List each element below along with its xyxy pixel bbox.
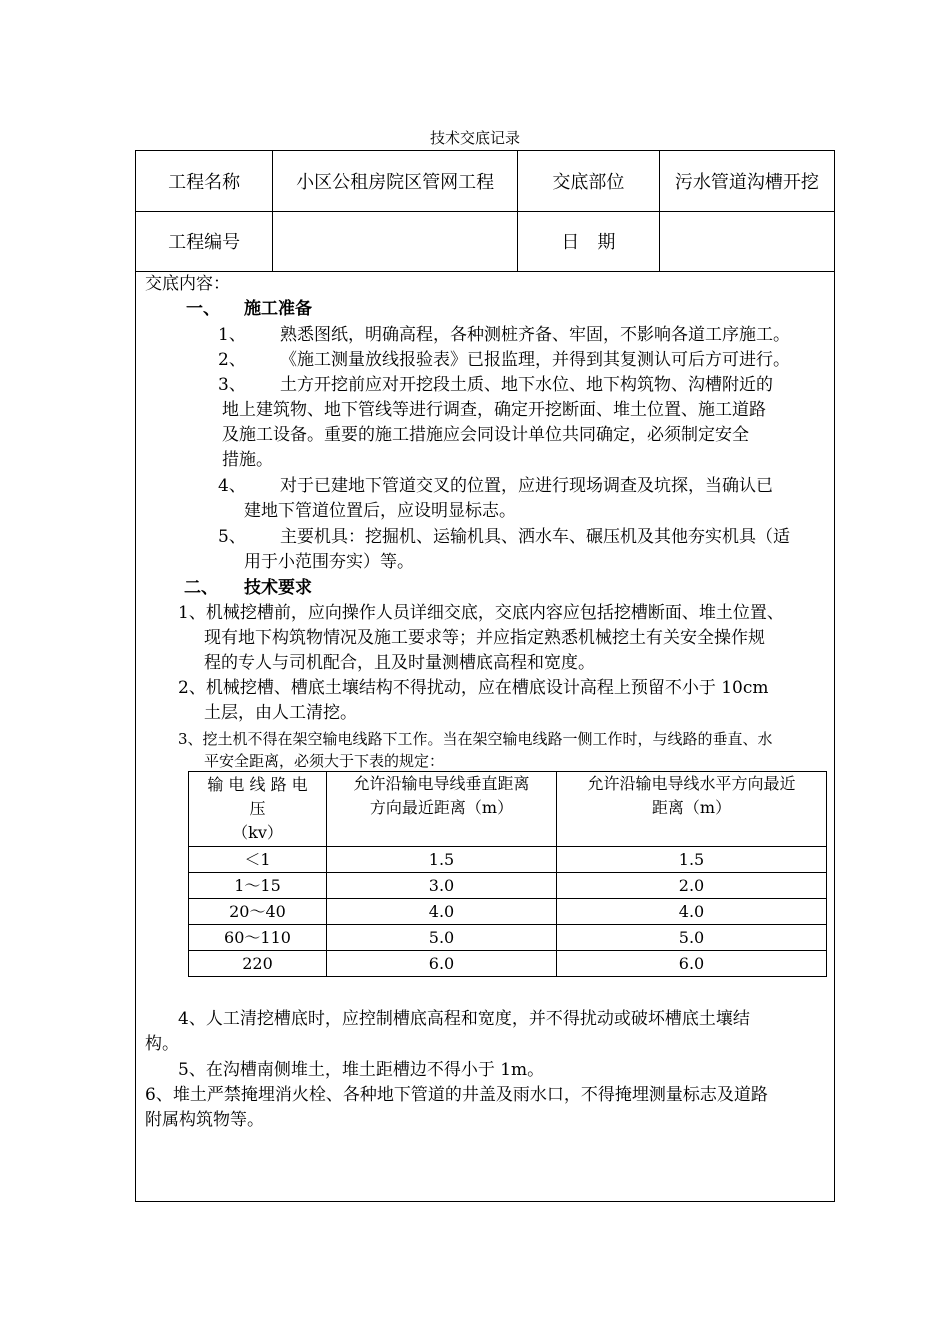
voltage-cell: ＜1 bbox=[189, 847, 327, 873]
voltage-cell: 20～40 bbox=[189, 899, 327, 925]
req1-text: 程的专人与司机配合，且及时量测槽底高程和宽度。 bbox=[204, 653, 595, 673]
req3-text: 3、挖土机不得在架空输电线路下工作。当在架空输电线路一侧工作时，与线路的垂直、水 bbox=[178, 730, 773, 748]
item1-text: 熟悉图纸，明确高程，各种测桩齐备、牢固，不影响各道工序施工。 bbox=[280, 325, 790, 345]
req1-text: 现有地下构筑物情况及施工要求等；并应指定熟悉机械挖土有关安全操作规 bbox=[204, 628, 765, 648]
section2-title: 技术要求 bbox=[244, 578, 312, 598]
part-value: 污水管道沟槽开挖 bbox=[659, 151, 834, 211]
table-row bbox=[189, 925, 827, 951]
header-table bbox=[136, 151, 834, 272]
project-no-value bbox=[273, 211, 518, 271]
header-line: 距离（m） bbox=[651, 798, 732, 817]
document-title: 技术交底记录 bbox=[429, 129, 520, 147]
table-row bbox=[189, 951, 827, 977]
item3-text: 地上建筑物、地下管线等进行调查，确定开挖断面、堆土位置、施工道路 bbox=[222, 400, 766, 420]
section1-num: 一、 bbox=[186, 299, 220, 319]
item3-text: 土方开挖前应对开挖段土质、地下水位、地下构筑物、沟槽附近的 bbox=[280, 375, 773, 395]
project-name-label: 工程名称 bbox=[136, 151, 273, 211]
col-header-horizontal bbox=[557, 772, 827, 847]
date-label: 日 期 bbox=[517, 211, 659, 271]
req5-text: 5、在沟槽南侧堆土，堆土距槽边不得小于 1m。 bbox=[178, 1060, 545, 1080]
item5-num: 5、 bbox=[218, 527, 246, 547]
voltage-cell: 1～15 bbox=[189, 873, 327, 899]
item3-num: 3、 bbox=[218, 375, 246, 395]
safety-distance-table bbox=[188, 771, 827, 977]
horizontal-cell: 2.0 bbox=[557, 873, 827, 899]
vertical-cell: 3.0 bbox=[327, 873, 557, 899]
horizontal-cell: 5.0 bbox=[557, 925, 827, 951]
section1-title: 施工准备 bbox=[244, 299, 312, 319]
req2-text: 2、机械挖槽、槽底土壤结构不得扰动，应在槽底设计高程上预留不小于 10cm bbox=[178, 678, 769, 698]
item4-num: 4、 bbox=[218, 476, 246, 496]
req6-text: 附属构筑物等。 bbox=[145, 1110, 264, 1130]
horizontal-cell: 1.5 bbox=[557, 847, 827, 873]
item2-num: 2、 bbox=[218, 350, 246, 370]
header-line: 输 电 线 路 电 bbox=[207, 775, 308, 794]
voltage-cell: 220 bbox=[189, 951, 327, 977]
header-line: 允许沿输电导线垂直距离 bbox=[353, 774, 530, 793]
req6-text: 6、堆土严禁掩埋消火栓、各种地下管道的井盖及雨水口，不得掩埋测量标志及道路 bbox=[145, 1085, 768, 1105]
req3-text: 平安全距离，必须大于下表的规定： bbox=[204, 752, 445, 770]
project-no-label: 工程编号 bbox=[136, 211, 273, 271]
req4-text: 构。 bbox=[145, 1034, 179, 1054]
part-label: 交底部位 bbox=[517, 151, 659, 211]
col-header-voltage bbox=[189, 772, 327, 847]
item4-text: 对于已建地下管道交叉的位置，应进行现场调查及坑探，当确认已 bbox=[280, 476, 773, 496]
vertical-cell: 4.0 bbox=[327, 899, 557, 925]
header-line: 允许沿输电导线水平方向最近 bbox=[587, 774, 796, 793]
table-row bbox=[189, 873, 827, 899]
item1-num: 1、 bbox=[218, 325, 246, 345]
section2-num: 二、 bbox=[184, 578, 218, 598]
table-row bbox=[189, 847, 827, 873]
horizontal-cell: 6.0 bbox=[557, 951, 827, 977]
horizontal-cell: 4.0 bbox=[557, 899, 827, 925]
req1-text: 1、机械挖槽前，应向操作人员详细交底，交底内容应包括挖槽断面、堆土位置、 bbox=[178, 603, 784, 623]
item3-text: 措施。 bbox=[222, 450, 273, 470]
header-line: 方向最近距离（m） bbox=[369, 798, 514, 817]
header-line: （kv） bbox=[232, 823, 283, 842]
col-header-vertical bbox=[327, 772, 557, 847]
intro-label: 交底内容： bbox=[145, 274, 230, 294]
vertical-cell: 5.0 bbox=[327, 925, 557, 951]
project-name-value: 小区公租房院区管网工程 bbox=[273, 151, 518, 211]
item3-text: 及施工设备。重要的施工措施应会同设计单位共同确定，必须制定安全 bbox=[222, 425, 749, 445]
vertical-cell: 1.5 bbox=[327, 847, 557, 873]
header-line: 压 bbox=[249, 799, 266, 818]
req2-text: 土层，由人工清挖。 bbox=[204, 703, 357, 723]
item5-text: 用于小范围夯实）等。 bbox=[244, 552, 414, 572]
voltage-cell: 60～110 bbox=[189, 925, 327, 951]
item2-text: 《施工测量放线报验表》已报监理，并得到其复测认可后方可进行。 bbox=[280, 350, 790, 370]
vertical-cell: 6.0 bbox=[327, 951, 557, 977]
req4-text: 4、人工清挖槽底时，应控制槽底高程和宽度，并不得扰动或破坏槽底土壤结 bbox=[178, 1009, 750, 1029]
date-value bbox=[659, 211, 834, 271]
item5-text: 主要机具：挖掘机、运输机具、洒水车、碾压机及其他夯实机具（适 bbox=[280, 527, 790, 547]
item4-text: 建地下管道位置后，应设明显标志。 bbox=[244, 501, 516, 521]
table-row bbox=[189, 899, 827, 925]
record-frame bbox=[135, 150, 835, 1202]
